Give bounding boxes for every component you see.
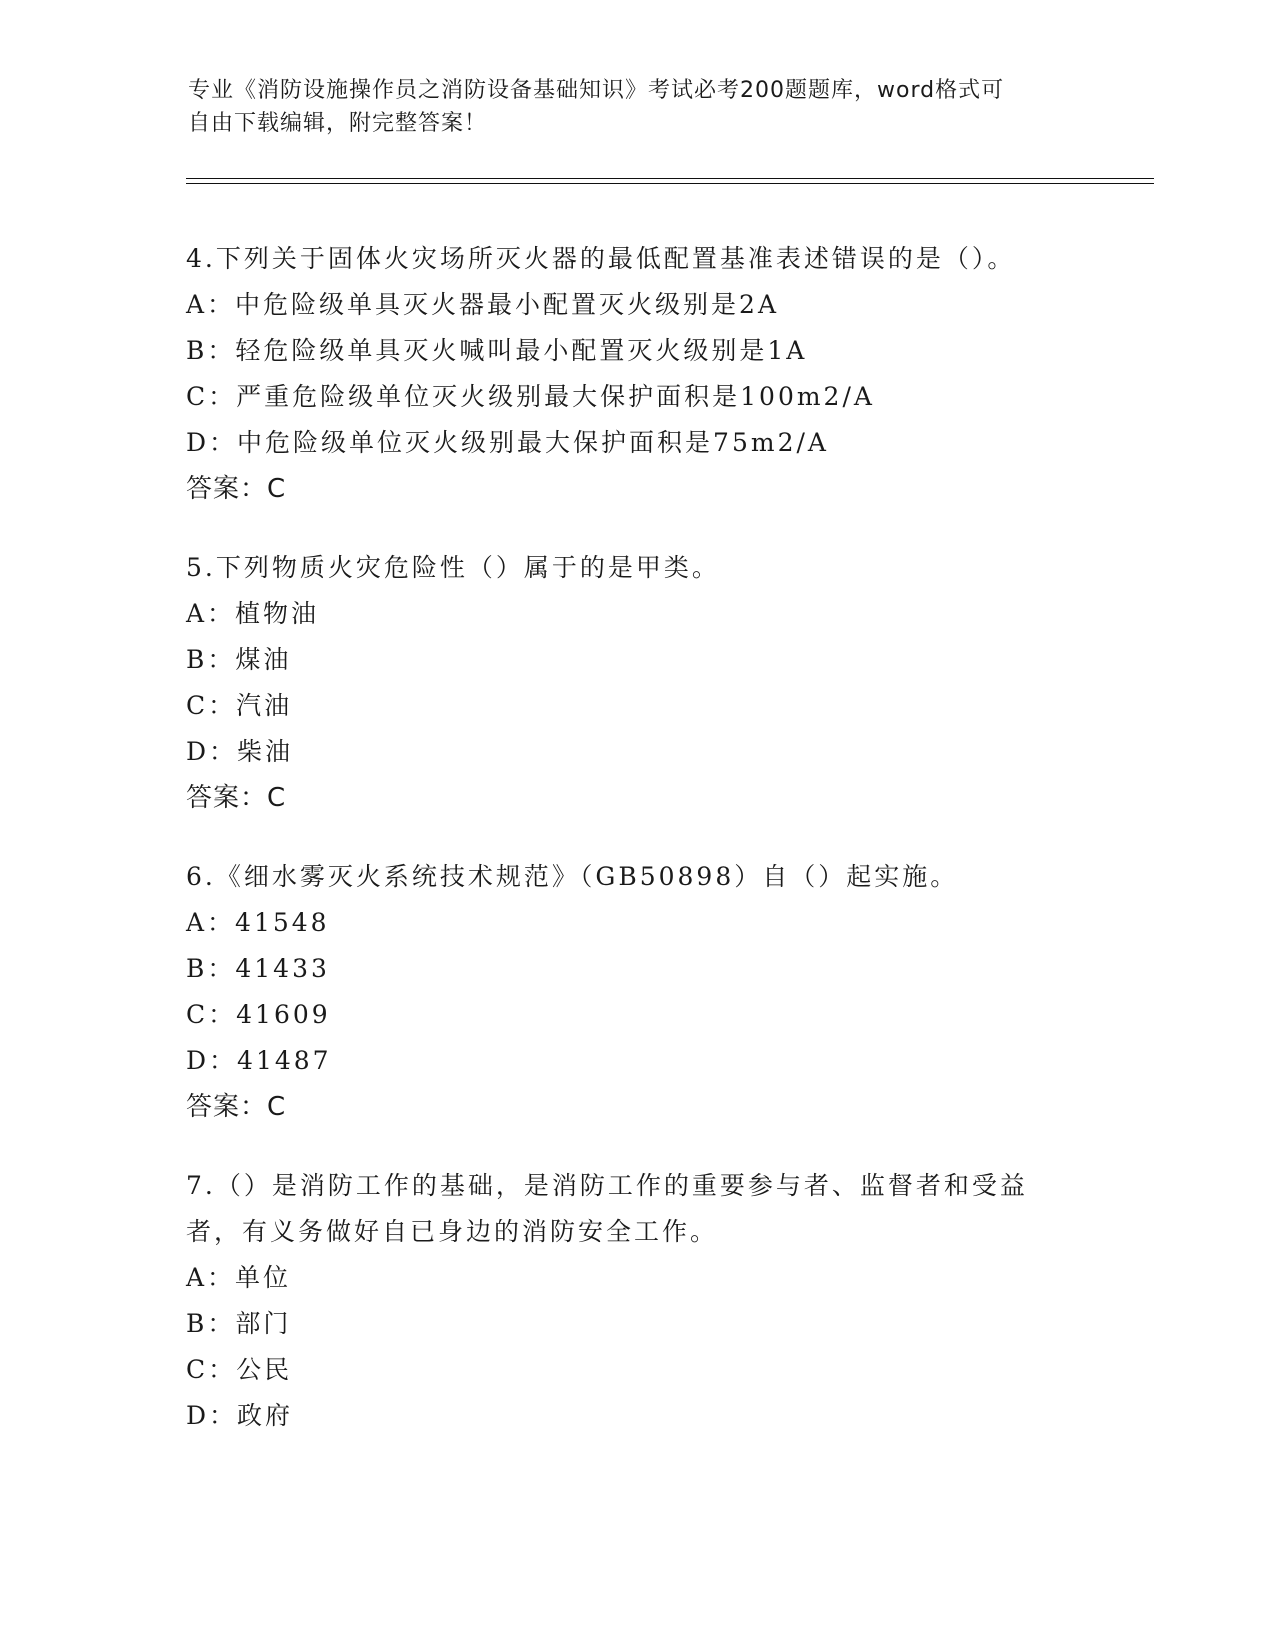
option-d: D：政府 (186, 1401, 294, 1430)
option-d: D：41487 (186, 1046, 332, 1075)
question-block (186, 236, 1086, 512)
header-divider (186, 178, 1154, 179)
answer-value: C (267, 783, 287, 813)
header-line: 专业《消防设施操作员之消防设备基础知识》考试必考200题题库，word格式可 (188, 78, 1005, 103)
answer-line (186, 1084, 1086, 1130)
question-stem: 4.下列关于固体火灾场所灭火器的最低配置基准表述错误的是（）。 (186, 244, 1016, 273)
option-b: B：轻危险级单具灭火喊叫最小配置灭火级别是1A (186, 336, 808, 365)
answer-line (186, 466, 1086, 512)
answer-value: C (267, 474, 287, 504)
option-a: A：单位 (186, 1263, 292, 1292)
option-c: C：汽油 (186, 691, 293, 720)
option-c: C：41609 (186, 1000, 331, 1029)
question-stem: 5.下列物质火灾危险性（）属于的是甲类。 (186, 553, 720, 582)
option-c: C：公民 (186, 1355, 293, 1384)
question-stem: 6.《细水雾灭火系统技术规范》（GB50898）自（）起实施。 (186, 862, 959, 891)
question-stem-continued: 者，有义务做好自已身边的消防安全工作。 (186, 1217, 719, 1246)
question-list (186, 236, 1086, 1472)
option-d: D：柴油 (186, 737, 294, 766)
option-a: A：中危险级单具灭火器最小配置灭火级别是2A (186, 290, 780, 319)
option-b: B：煤油 (186, 645, 292, 674)
option-d: D：中危险级单位灭火级别最大保护面积是75m2/A (186, 428, 829, 457)
option-b: B：41433 (186, 954, 330, 983)
option-c: C：严重危险级单位灭火级别最大保护面积是100m2/A (186, 382, 875, 411)
question-stem: 7.（）是消防工作的基础，是消防工作的重要参与者、监督者和受益 (186, 1171, 1028, 1200)
question-block (186, 545, 1086, 821)
option-a: A：植物油 (186, 599, 320, 628)
header-line: 自由下载编辑，附完整答案！ (188, 111, 488, 136)
option-a: A：41548 (186, 908, 330, 937)
question-block (186, 1163, 1086, 1439)
option-b: B：部门 (186, 1309, 292, 1338)
answer-label: 答案： (186, 1092, 268, 1122)
answer-label: 答案： (186, 783, 268, 813)
question-block (186, 854, 1086, 1130)
answer-label: 答案： (186, 474, 268, 504)
document-header (188, 74, 1088, 140)
answer-value: C (267, 1092, 287, 1122)
header-divider (186, 183, 1154, 184)
answer-line (186, 775, 1086, 821)
